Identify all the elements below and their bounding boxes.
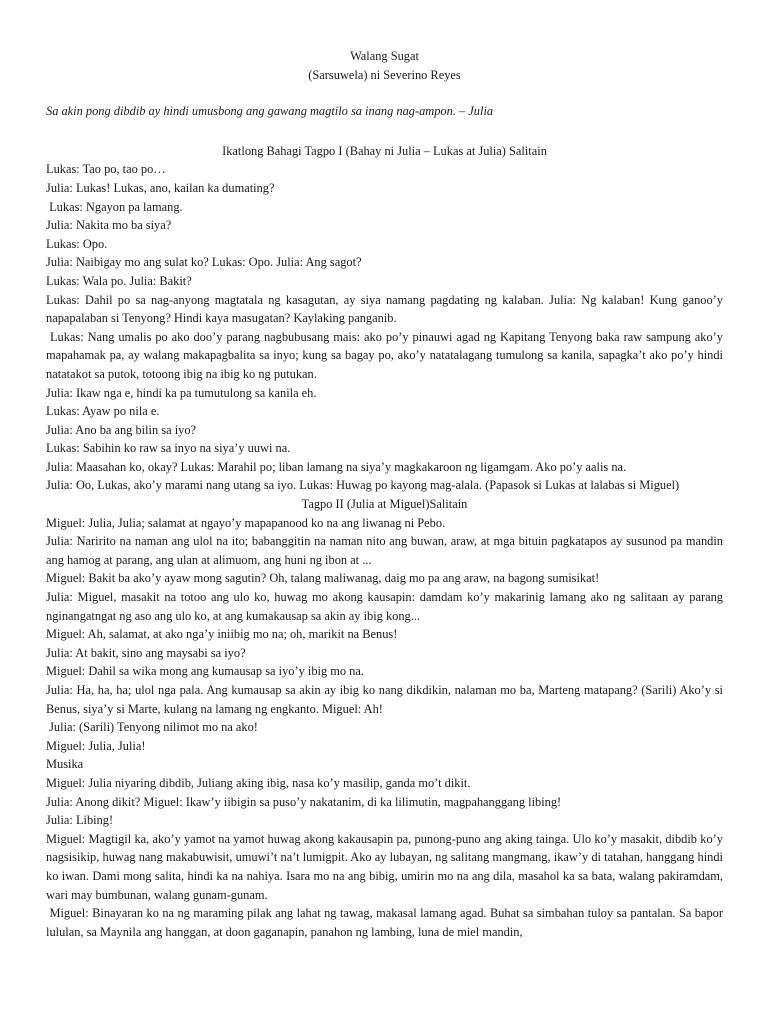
dialogue-line: Miguel: Bakit ba ako’y ayaw mong sagutin? Oh, talang maliwanag, daig mo pa ang araw, na bagong sumisikat! (46, 571, 600, 586)
dialogue-line: Julia: Ano ba ang bilin sa iyo? (46, 422, 197, 437)
dialogue-line: Julia: Miguel, masakit na totoo ang ulo ko, huwag mo akong kausapin: damdam ko’y makarinig lamang ako ng salitaan ay parang nginangatngat ng aso ang ulo ko, at ang kumakausap sa akin ay ibig kong... (46, 590, 727, 623)
dialogue-line: Julia: Anong dikit? Miguel: Ikaw’y iibigin sa puso’y nakatanim, di ka lilimutin, magpahanggang libing! (46, 794, 562, 809)
dialogue-line: Julia: Libing! (46, 813, 114, 828)
dialogue-line: Julia: Maasahan ko, okay? Lukas: Marahil po; liban lamang na siya’y magkakaroon ng ligamgam. Ako po’y aalis na. (46, 459, 627, 474)
dialogue-line: Lukas: Nang umalis po ako doo’y parang nagbubusang mais: ako po’y pinauwi agad ng Kapitang Tenyong baka raw sampung ako’y mapahamak pa, ay walang makapagbalita sa inyo; kung sa bagay po, ako’y natatalagang tumulong sa kanila, sapagka’t ako po’y hindi natatakot sa putok, totoong ibig na ibig ko ng putukan. (46, 329, 727, 381)
section-heading-tagpo-1: Ikatlong Bahagi Tagpo I (Bahay ni Julia – Lukas at Julia) Salitain (222, 143, 547, 158)
dialogue-line: Miguel: Dahil sa wika mong ang kumausap sa iyo’y ibig mo na. (46, 664, 364, 679)
dialogue-line: Lukas: Ayaw po nila e. (46, 404, 160, 419)
dialogue-line: Lukas: Tao po, tao po… (46, 162, 166, 177)
dialogue-line: Musika (46, 757, 84, 772)
dialogue-line: Julia: Oo, Lukas, ako’y marami nang utang sa iyo. Lukas: Huwag po kayong mag-alala. (Papasok si Lukas at lalabas si Miguel) (46, 478, 680, 493)
dialogue-line: Miguel: Julia niyaring dibdib, Juliang aking ibig, nasa ko’y masilip, ganda mo’t dikit. (46, 775, 471, 790)
dialogue-line: Julia: Naririto na naman ang ulol na ito; babanggitin na naman nito ang buwan, araw, at mga bituin pagkatapos ay susunod pa mandin ang hamog at parang, ang ulan at alimuom, ang huni ng ibon at ... (46, 534, 727, 567)
dialogue-section-1 (46, 160, 727, 495)
dialogue-line: Miguel: Julia, Julia; salamat at ngayo’y mapapanood ko na ang liwanag ni Pebo. (46, 515, 446, 530)
dialogue-line: Lukas: Ngayon pa lamang. (46, 199, 183, 214)
dialogue-section-2 (46, 514, 727, 942)
dialogue-line: Julia: Naibigay mo ang sulat ko? Lukas: Opo. Julia: Ang sagot? (46, 255, 362, 270)
dialogue-line: Miguel: Binayaran ko na ng maraming pilak ang lahat ng tawag, makasal lamang agad. Buhat sa simbahan tuloy sa pantalan. Sa bapor lululan, sa Maynila ang hanggan, at doon gaganapin, panahon ng lambing, luna de miel mandin, (46, 906, 727, 939)
dialogue-line: Miguel: Magtigil ka, ako’y yamot na yamot huwag akong kakausapin pa, punong-puno ang aking tainga. Ulo ko’y masakit, dibdib ko’y nagsisikip, huwag nang makabuwisit, umuwi’t na’t lumigpit. Ako ay lubayan, ng salitang mangmang, ikaw’y di tatahan, hanggang hindi ko iwan. Dami mong salita, hindi ka na nahiya. Isara mo na ang bibig, umirin mo na ang dila, masahol ka sa bata, walang pakiramdam, wari may bumbunan, walang gunam-gunam. (46, 831, 727, 902)
dialogue-line: Julia: Nakita mo ba siya? (46, 218, 172, 233)
document-subtitle: (Sarsuwela) ni Severino Reyes (308, 67, 461, 82)
dialogue-line: Julia: (Sarili) Tenyong nilimot mo na ako! (46, 720, 258, 735)
dialogue-line: Lukas: Sabihin ko raw sa inyo na siya’y uuwi na. (46, 441, 291, 456)
dialogue-line: Julia: Ha, ha, ha; ulol nga pala. Ang kumausap sa akin ay ibig ko nang dikdikin, nalaman mo ba, Marteng matapang? (Sarili) Ako’y si Benus, siya’y si Marte, kulang na lamang ng engkanto. Miguel: Ah! (46, 683, 727, 716)
dialogue-line: Julia: Ikaw nga e, hindi ka pa tumutulong sa kanila eh. (46, 385, 317, 400)
dialogue-line: Lukas: Dahil po sa nag-anyong magtatala ng kasagutan, ay siya namang pagdating ng kalaban. Julia: Ng kalaban! Kung ganoo’y napapalaban si Tenyong? Hindi kaya masugatan? Kaylaking panganib. (46, 292, 727, 326)
document-title: Walang Sugat (350, 49, 419, 63)
dialogue-line: Miguel: Julia, Julia! (46, 738, 146, 753)
document-page (46, 47, 727, 941)
dialogue-line: Julia: At bakit, sino ang maysabi sa iyo? (46, 645, 246, 660)
dialogue-line: Miguel: Ah, salamat, at ako nga’y iniibig mo na; oh, marikit na Benus! (46, 627, 398, 642)
dialogue-line: Julia: Lukas! Lukas, ano, kailan ka dumating? (46, 180, 275, 195)
section-heading-tagpo-2: Tagpo II (Julia at Miguel)Salitain (301, 497, 468, 512)
dialogue-line: Lukas: Wala po. Julia: Bakit? (46, 273, 192, 288)
dialogue-line: Lukas: Opo. (46, 236, 108, 251)
epigraph: Sa akin pong dibdib ay hindi umusbong ang gawang magtilo sa inang nag-ampon. – Julia (46, 104, 494, 119)
